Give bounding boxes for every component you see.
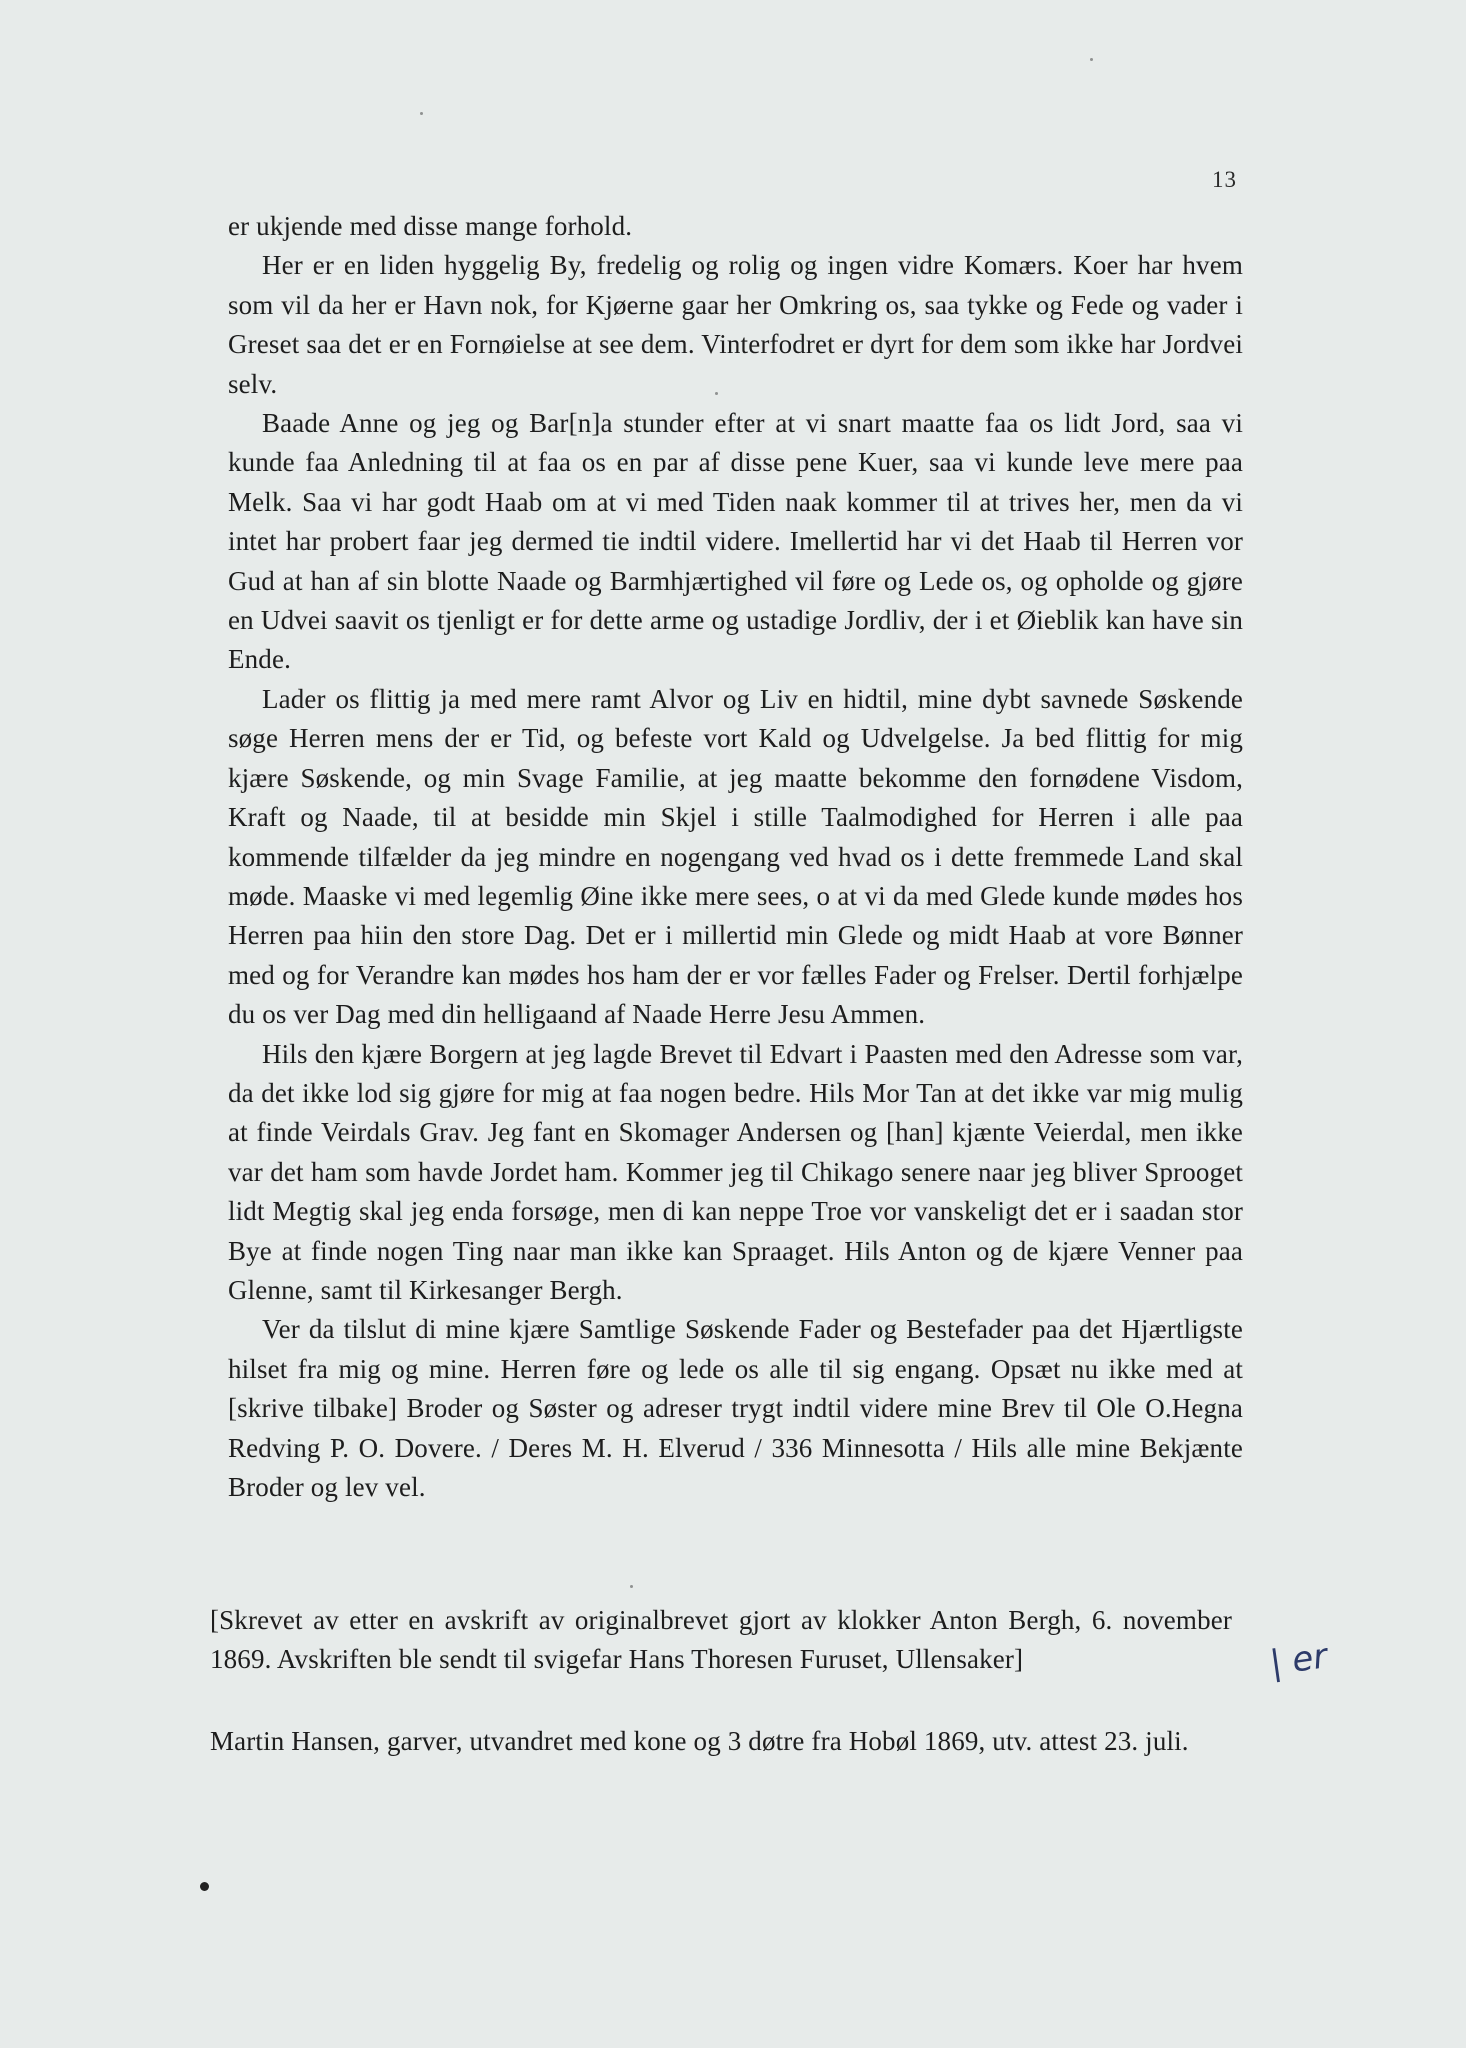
letter-paragraph: Lader os flittig ja med mere ramt Alvor og Liv en hidtil, mine dybt savnede Søskende søge Herren mens der er Tid, og befeste vort Kald og Udvelgelse. Ja bed flittig for mig kjære Søskende, og min Svage Familie, at jeg maatte bekomme den fornødene Visdom, Kraft og Naade, til at besidde min Skjel i stille Taalmodighed for Herren i alle paa kommende tilfælder da jeg mindre en nogengang ved hvad os i dette fremmede Land skal møde. Maaske vi med legemlig Øine ikke mere sees, o at vi da med Glede kunde mødes hos Herren paa hiin den store Dag. Det er i millertid min Glede og midt Haab at vore Bønner med og for Verandre kan mødes hos ham der er vor fælles Fader og Frelser. Dertil forhjælpe du os ver Dag med din helligaand af Naade Herre Jesu Ammen. — [228, 683, 1243, 1030]
letter-paragraph: Hils den kjære Borgern at jeg lagde Brevet til Edvart i Paasten med den Adresse som var, da det ikke lod sig gjøre for mig at faa nogen bedre. Hils Mor Tan at det ikke var mig mulig at finde Veirdals Grav. Jeg fant en Skomager Andersen og [han] kjænte Veierdal, men ikke var det ham som havde Jordet ham. Kommer jeg til Chikago senere naar jeg bliver Sprooget lidt Megtig skal jeg enda forsøge, men di kan neppe Troe vor vanskeligt det er i saadan stor Bye at finde nogen Ting naar man ikke kan Spraaget. Hils Anton og de kjære Venner paa Glenne, samt til Kirkesanger Bergh. — [228, 1038, 1243, 1305]
paper-speck — [630, 1585, 633, 1588]
letter-paragraph: Ver da tilslut di mine kjære Samtlige Søskende Fader og Bestefader paa det Hjærtligste hilset fra mig og mine. Herren føre og lede os alle til sig engang. Opsæt nu ikke med at [skrive tilbake] Broder og Søster og adreser trygt indtil videre mine Brev til Ole O.Hegna Redving P. O. Dovere. / Deres M. H. Elverud / 336 Minnesotta / Hils alle mine Bekjænte Broder og lev vel. — [228, 1314, 1243, 1502]
letter-paragraph: Her er en liden hyggelig By, fredelig og rolig og ingen vidre Komærs. Koer har hvem som vil da her er Havn nok, for Kjøerne gaar her Omkring os, saa tykke og Fede og vader i Greset saa det er en Fornøielse at see dem. Vinterfodret er dyrt for dem som ikke har Jordvei selv. — [228, 250, 1243, 399]
paper-speck — [1090, 58, 1093, 61]
handwritten-margin-correction: | er — [1267, 1636, 1330, 1684]
letter-paragraph: Baade Anne og jeg og Bar[n]a stunder efter at vi snart maatte faa os lidt Jord, saa vi kunde faa Anledning til at faa os en par af disse pene Kuer, saa vi kunde leve mere paa Melk. Saa vi har godt Haab om at vi med Tiden naak kommer til at trives her, men da vi intet har probert faar jeg dermed tie indtil videre. Imellertid har vi det Haab til Herren vor Gud at han af sin blotte Naade og Barmhjærtighed vil føre og Lede os, og opholde og gjøre en Udvei saavit os tjenligt er for dette arme og ustadige Jordliv, der i et Øieblik kan have sin Ende. — [228, 408, 1243, 675]
letter-paragraph: er ukjende med disse mange forhold. — [228, 211, 633, 241]
letter-body — [228, 207, 1243, 1507]
editorial-note — [210, 1601, 1232, 1680]
paper-speck — [420, 112, 423, 115]
paper-speck — [715, 392, 718, 395]
ink-dot — [200, 1882, 209, 1891]
page-number: 13 — [1212, 167, 1237, 192]
editorial-note-text: [Skrevet av etter en avskrift av originalbrevet gjort av klokker Anton Bergh, 6. november 1869. Avskriften ble sendt til svigefar Hans Thoresen Furuset, Ullensaker] — [210, 1605, 1232, 1675]
emigrant-record — [210, 1722, 1232, 1761]
emigrant-record-text: Martin Hansen, garver, utvandret med kone og 3 døtre fra Hobøl 1869, utv. attest 23. juli. — [210, 1726, 1189, 1756]
